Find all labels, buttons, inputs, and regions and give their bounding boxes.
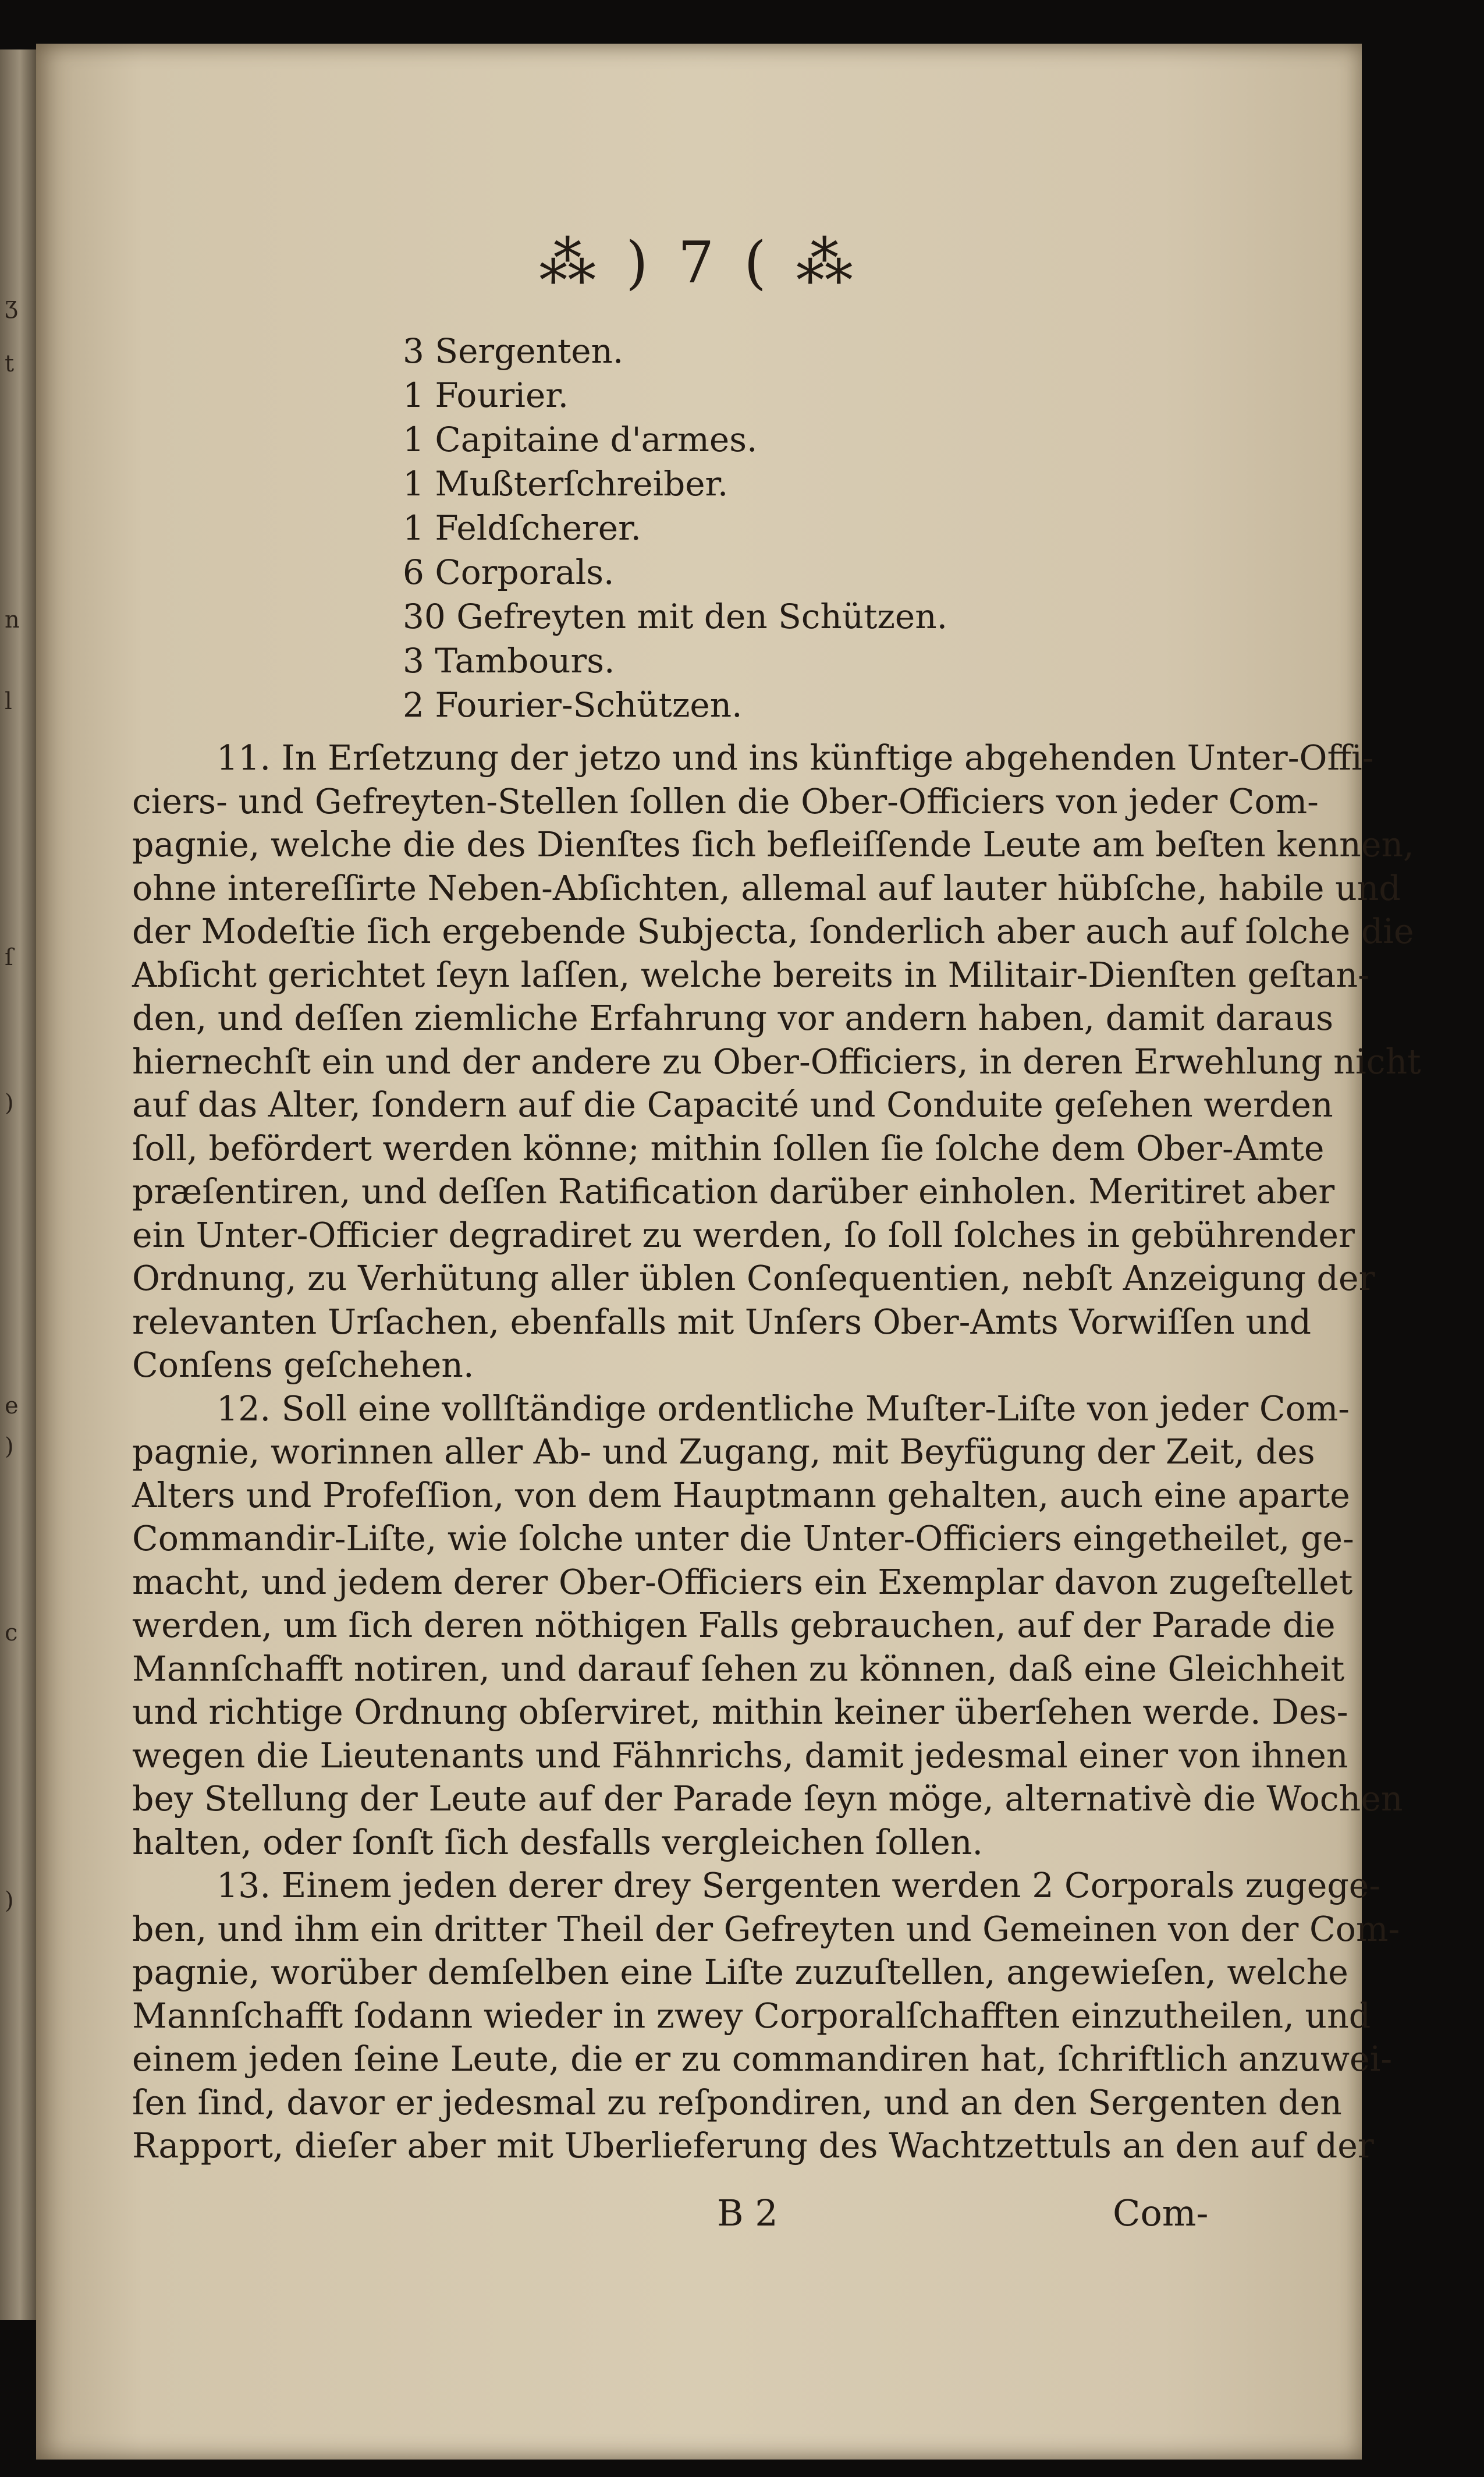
company-roster-list xyxy=(403,329,947,727)
text-line: ſoll, befördert werden könne; mithin ſollen ſie ſolche dem Ober-Amte xyxy=(132,1128,1325,1168)
roster-item: 1 Fourier. xyxy=(403,375,569,415)
text-line: hiernechſt ein und der andere zu Ober-Officiers, in deren Erwehlung nicht xyxy=(132,1041,1421,1082)
text-line: pagnie, worinnen aller Ab- und Zugang, mit Beyfügung der Zeit, des xyxy=(132,1432,1315,1472)
text-line: Mannſchafft notiren, und darauf ſehen zu können, daß eine Gleichheit xyxy=(132,1649,1345,1689)
paragraph-11 xyxy=(132,736,1421,1387)
text-line: relevanten Urſachen, ebenfalls mit Unſers Ober-Amts Vorwiſſen und xyxy=(132,1302,1312,1342)
roster-item: 30 Gefreyten mit den Schützen. xyxy=(403,597,948,636)
text-line: der Modeſtie ſich ergebende Subjecta, ſonderlich aber auch auf ſolche die xyxy=(132,912,1414,951)
text-line: Conſens geſchehen. xyxy=(132,1345,474,1385)
text-line: ciers- und Gefreyten-Stellen ſollen die Ober-Officiers von jeder Com- xyxy=(132,781,1319,821)
text-line: halten, oder ſonſt ſich desfalls vergleichen ſollen. xyxy=(132,1822,984,1862)
text-line: den, und deſſen ziemliche Erfahrung vor andern haben, damit daraus xyxy=(132,998,1334,1038)
text-line: bey Stellung der Leute auf der Parade ſeyn möge, alternativè die Wochen xyxy=(132,1779,1403,1819)
text-line: Alters und Profeſſion, von dem Hauptmann gehalten, auch eine aparte xyxy=(132,1475,1350,1515)
text-line: ein Unter-Officier degradiret zu werden, ſo ſoll ſolches in gebührender xyxy=(132,1215,1355,1255)
text-line: und richtige Ordnung obſerviret, mithin keiner überſehen werde. Des- xyxy=(132,1692,1348,1732)
running-head-page-number: ⁂ ) 7 ( ⁂ xyxy=(539,230,859,296)
roster-item: 6 Corporals. xyxy=(403,552,615,592)
text-line: Abſicht gerichtet ſeyn laſſen, welche bereits in Militair-Dienſten geſtan- xyxy=(132,955,1369,995)
text-line: 12. Soll eine vollſtändige ordentliche Muſter-Liſte von jeder Com- xyxy=(216,1388,1350,1429)
paragraph-13 xyxy=(132,1864,1400,2168)
text-line: wegen die Lieutenants und Fähnrichs, damit jedesmal einer von ihnen xyxy=(132,1735,1348,1776)
paragraph-12 xyxy=(132,1387,1403,1865)
text-line: pagnie, welche die des Dienſtes ſich befleiſſende Leute am beſten kennen, xyxy=(132,825,1414,864)
text-line: præſentiren, und deſſen Ratification darüber einholen. Meritiret aber xyxy=(132,1172,1335,1211)
text-line: ohne intereſſirte Neben-Abſichten, allemal auf lauter hübſche, habile und xyxy=(132,868,1401,908)
text-line: 13. Einem jeden derer drey Sergenten werden 2 Corporals zugege- xyxy=(216,1866,1381,1905)
text-line: macht, und jedem derer Ober-Officiers ein Exemplar davon zugeſtellet xyxy=(132,1562,1353,1602)
roster-item: 2 Fourier-Schützen. xyxy=(403,685,743,725)
text-line: werden, um ſich deren nöthigen Falls gebrauchen, auf der Parade die xyxy=(132,1606,1336,1645)
text-line: Mannſchafft ſodann wieder in zwey Corporalſchafften einzutheilen, und xyxy=(132,1996,1371,2036)
text-line: Rapport, dieſer aber mit Uberlieferung des Wachtzettuls an den auf der xyxy=(132,2126,1374,2166)
book-page xyxy=(36,44,1421,2460)
roster-item: 1 Capitaine d'armes. xyxy=(403,420,758,459)
signature-mark: B 2 xyxy=(717,2192,778,2234)
roster-item: 1 Mußterſchreiber. xyxy=(403,464,729,504)
text-line: einem jeden ſeine Leute, die er zu commandiren hat, ſchriftlich anzuwei- xyxy=(132,2039,1393,2079)
text-line: 11. In Erſetzung der jetzo und ins künftige abgehenden Unter-Offi- xyxy=(216,738,1374,778)
text-line: ſen ſind, davor er jedesmal zu reſpondiren, und an den Sergenten den xyxy=(132,2082,1342,2122)
catchword: Com- xyxy=(1113,2192,1209,2234)
text-line: ben, und ihm ein dritter Theil der Gefreyten und Gemeinen von der Com- xyxy=(132,1909,1400,1949)
adjacent-page-edge: ʒ t n l ſ ) e ) c ) xyxy=(0,49,36,2320)
text-line: Commandir-Liſte, wie ſolche unter die Unter-Officiers eingetheilet, ge- xyxy=(132,1519,1354,1558)
roster-item: 1 Feldſcherer. xyxy=(403,508,641,548)
roster-item: 3 Sergenten. xyxy=(403,331,624,371)
page-footer xyxy=(36,2192,1362,2238)
text-line: pagnie, worüber demſelben eine Liſte zuzuſtellen, angewieſen, welche xyxy=(132,1952,1348,1992)
text-line: Ordnung, zu Verhütung aller üblen Conſequentien, nebſt Anzeigung der xyxy=(132,1259,1375,1298)
body-text xyxy=(132,736,1421,2168)
text-line: auf das Alter, ſondern auf die Capacité und Conduite geſehen werden xyxy=(132,1085,1333,1125)
roster-item: 3 Tambours. xyxy=(403,641,615,681)
